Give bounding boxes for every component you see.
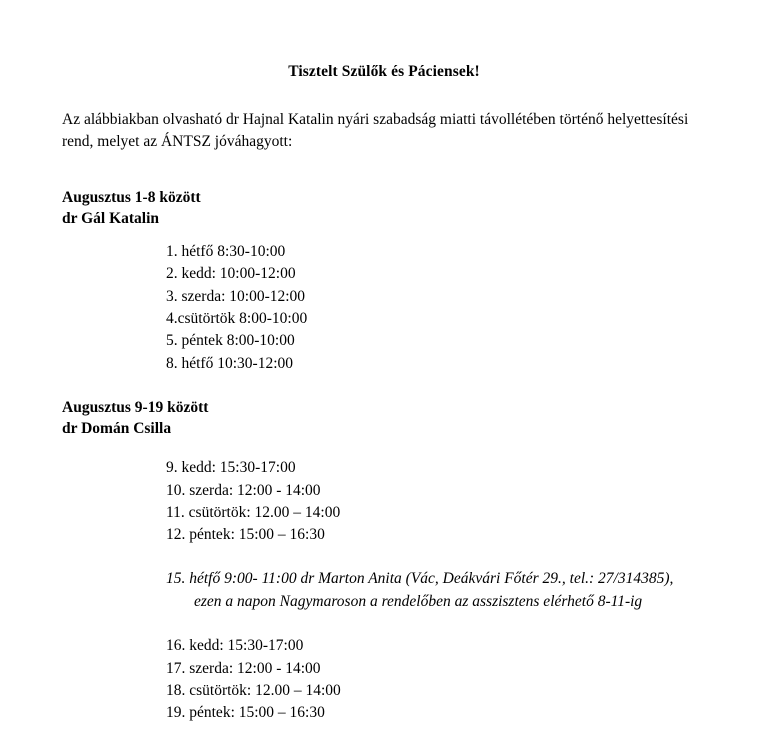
section-heading-doctor: dr Gál Katalin [62, 210, 160, 228]
list-item: 11. csütörtök: 12.00 – 14:00 [166, 503, 341, 521]
list-item: 8. hétfő 10:30-12:00 [166, 354, 293, 372]
section-heading-doctor: dr Domán Csilla [62, 420, 172, 438]
list-item: 2. kedd: 10:00-12:00 [166, 265, 296, 283]
section-august-1-8 [62, 187, 706, 375]
list-item: 3. szerda: 10:00-12:00 [166, 287, 306, 305]
spacer [62, 546, 706, 568]
list-item: 9. kedd: 15:30-17:00 [166, 459, 296, 477]
list-item: 17. szerda: 12:00 - 14:00 [166, 659, 321, 677]
list-item: 19. péntek: 15:00 – 16:30 [166, 704, 325, 722]
page-title: Tisztelt Szülők és Páciensek! [288, 63, 480, 80]
schedule-list [62, 241, 706, 375]
section-heading-period: Augusztus 1-8 között [62, 189, 201, 206]
substitution-note-line1: 15. hétfő 9:00- 11:00 dr Marton Anita (Vác, Deákvári Főtér 29., tel.: 27/314385), [166, 570, 674, 588]
spacer [62, 229, 706, 241]
substitution-note [62, 568, 706, 613]
spacer [62, 153, 706, 187]
list-item: 10. szerda: 12:00 - 14:00 [166, 481, 321, 499]
substitution-note-line2: ezen a napon Nagymaroson a rendelőben az asszisztens elérhető 8-11-ig [194, 592, 643, 610]
list-item: 18. csütörtök: 12.00 – 14:00 [166, 682, 341, 699]
schedule-list-before-note [62, 457, 706, 546]
list-item: 5. péntek 8:00-10:00 [166, 332, 295, 350]
list-item: 4.csütörtök 8:00-10:00 [166, 310, 308, 328]
spacer [62, 375, 706, 397]
document-page [0, 63, 768, 747]
section-august-9-19 [62, 397, 706, 725]
spacer [62, 439, 706, 457]
section-heading [62, 187, 706, 229]
section-heading [62, 397, 706, 439]
section-heading-period: Augusztus 9-19 között [62, 399, 209, 417]
list-item: 1. hétfő 8:30-10:00 [166, 243, 286, 261]
spacer [62, 613, 706, 635]
list-item: 16. kedd: 15:30-17:00 [166, 637, 304, 655]
list-item: 12. péntek: 15:00 – 16:30 [166, 526, 325, 544]
intro-paragraph: Az alábbiakban olvasható dr Hajnal Katalin nyári szabadság miatti távollétében történő helyettesítési rend, melyet az ÁNTSZ jóváhagyott: [62, 111, 689, 150]
schedule-list-after-note [62, 635, 706, 724]
